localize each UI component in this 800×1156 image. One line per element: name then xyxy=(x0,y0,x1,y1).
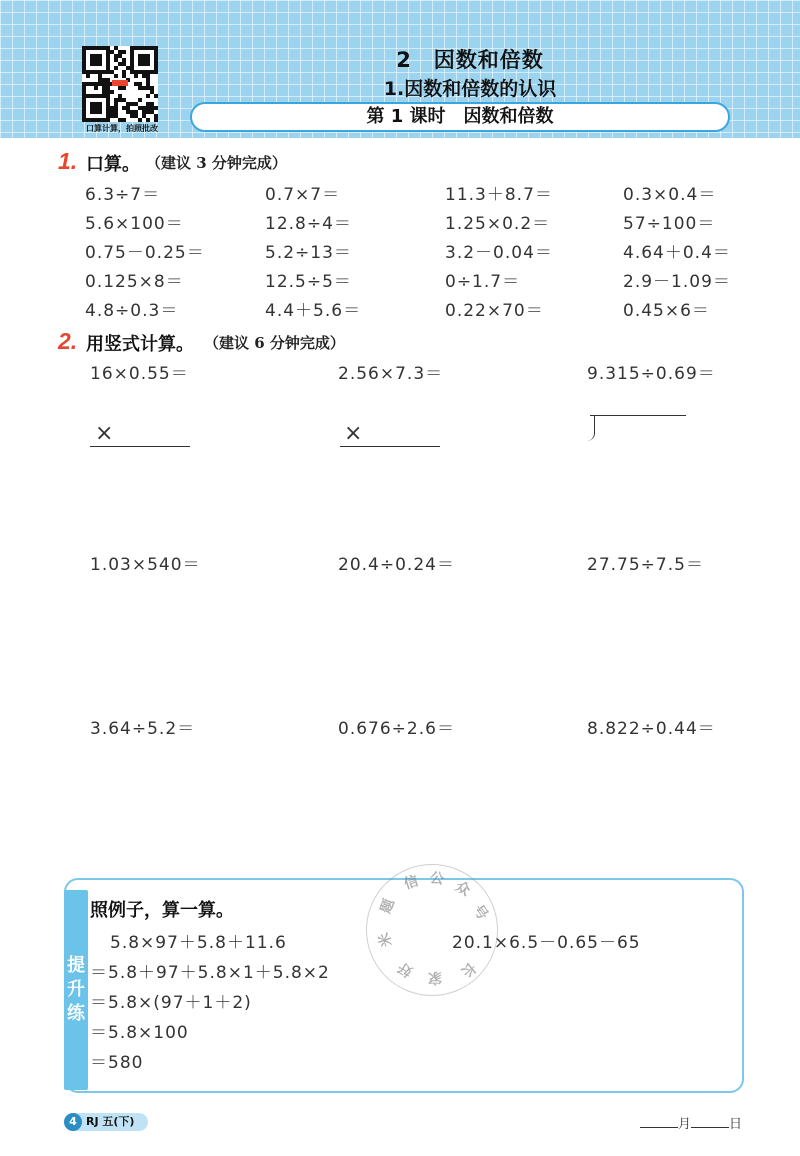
oral-calc-item: 0.125×8＝ xyxy=(85,272,184,292)
qr-code-icon xyxy=(82,46,158,122)
oral-calc-item: 1.25×0.2＝ xyxy=(445,214,551,234)
question-1-note: （建议 3 分钟完成） xyxy=(146,154,287,172)
vertical-calc-item: 16×0.55＝ xyxy=(90,364,189,384)
vertical-calc-item: 27.75÷7.5＝ xyxy=(587,555,704,575)
vertical-calc-item: 8.822÷0.44＝ xyxy=(587,719,716,739)
vertical-calc-item: 20.4÷0.24＝ xyxy=(338,555,455,575)
oral-calc-item: 5.6×100＝ xyxy=(85,214,184,234)
month-blank[interactable] xyxy=(640,1115,678,1128)
oral-calc-item: 11.3＋8.7＝ xyxy=(445,185,553,205)
section-title: 1.因数和倍数的认识 xyxy=(383,78,557,100)
oral-calc-item: 4.64＋0.4＝ xyxy=(623,243,731,263)
stamp-char: 众 xyxy=(452,878,473,900)
vertical-calc-item: 3.64÷5.2＝ xyxy=(90,719,196,739)
page-number: 4 xyxy=(64,1113,82,1131)
oral-calc-item: 3.2－0.04＝ xyxy=(445,243,553,263)
oral-calc-item: 0.22×70＝ xyxy=(445,301,544,321)
stamp-char: 题 xyxy=(378,897,398,916)
multiply-sign-1: × xyxy=(95,421,114,446)
vertical-calc-item: 1.03×540＝ xyxy=(90,555,201,575)
qr-caption: 口算计算，拍照批改 xyxy=(86,124,158,133)
example-line-2: ＝5.8＋97＋5.8×1＋5.8×2 xyxy=(90,963,330,983)
practice-title: 照例子，算一算。 xyxy=(90,900,234,921)
oral-calc-item: 4.4＋5.6＝ xyxy=(265,301,362,321)
question-2-note: （建议 6 分钟完成） xyxy=(204,334,345,352)
day-blank[interactable] xyxy=(691,1115,729,1128)
oral-calc-item: 0.45×6＝ xyxy=(623,301,710,321)
example-line-4: ＝5.8×100 xyxy=(90,1023,189,1043)
exercise-expression: 20.1×6.5－0.65－65 xyxy=(452,933,641,953)
practice-tab-char-2: 升 xyxy=(67,979,85,1000)
question-2-number: 2. xyxy=(58,328,78,354)
oral-calc-item: 0.75－0.25＝ xyxy=(85,243,205,263)
stamp-char: 米 xyxy=(376,930,396,949)
example-line-1: 5.8×97＋5.8＋11.6 xyxy=(110,933,287,953)
day-label: 日 xyxy=(729,1117,743,1132)
oral-calc-item: 57÷100＝ xyxy=(623,214,716,234)
long-division-bracket xyxy=(584,415,595,441)
vertical-calc-item: 2.56×7.3＝ xyxy=(338,364,444,384)
unit-title: 2 因数和倍数 xyxy=(396,48,544,72)
oral-calc-item: 0.7×7＝ xyxy=(265,185,341,205)
practice-tab-char-3: 练 xyxy=(67,1003,85,1024)
qr-code[interactable] xyxy=(82,46,158,122)
oral-calc-item: 2.9－1.09＝ xyxy=(623,272,731,292)
question-2-title: 用竖式计算。 xyxy=(86,334,194,355)
edition-label: RJ 五(下) xyxy=(86,1115,135,1128)
example-line-3: ＝5.8×(97＋1＋2) xyxy=(90,993,252,1013)
vertical-calc-item: 9.315÷0.69＝ xyxy=(587,364,716,384)
question-1-number: 1. xyxy=(58,148,78,174)
page-badge xyxy=(64,1113,148,1131)
stamp-char: 号 xyxy=(469,902,491,923)
month-label: 月 xyxy=(678,1117,692,1132)
multiply-sign-2: × xyxy=(344,421,363,446)
example-line-5: ＝580 xyxy=(90,1053,144,1073)
oral-calc-item: 0÷1.7＝ xyxy=(445,272,521,292)
answer-line-2 xyxy=(340,446,440,447)
oral-calc-item: 4.8÷0.3＝ xyxy=(85,301,179,321)
stamp-char: 好 xyxy=(395,958,416,980)
answer-line-1 xyxy=(90,446,190,447)
practice-tab xyxy=(64,890,88,1090)
oral-calc-item: 12.8÷4＝ xyxy=(265,214,352,234)
question-1-title: 口算。 xyxy=(86,154,140,175)
practice-tab-char-1: 提 xyxy=(67,955,85,976)
date-field xyxy=(640,1113,742,1132)
stamp-char: 公 xyxy=(428,870,445,888)
stamp-char: 家 xyxy=(428,969,442,985)
oral-calc-item: 5.2÷13＝ xyxy=(265,243,352,263)
lesson-title: 第 1 课时 因数和倍数 xyxy=(190,102,730,132)
oral-calc-item: 0.3×0.4＝ xyxy=(623,185,717,205)
vertical-calc-item: 0.676÷2.6＝ xyxy=(338,719,455,739)
oral-calc-item: 12.5÷5＝ xyxy=(265,272,352,292)
stamp-char: 长 xyxy=(457,958,479,980)
stamp-char: 信 xyxy=(402,873,421,893)
oral-calc-item: 6.3÷7＝ xyxy=(85,185,161,205)
long-division-bar xyxy=(590,415,686,442)
